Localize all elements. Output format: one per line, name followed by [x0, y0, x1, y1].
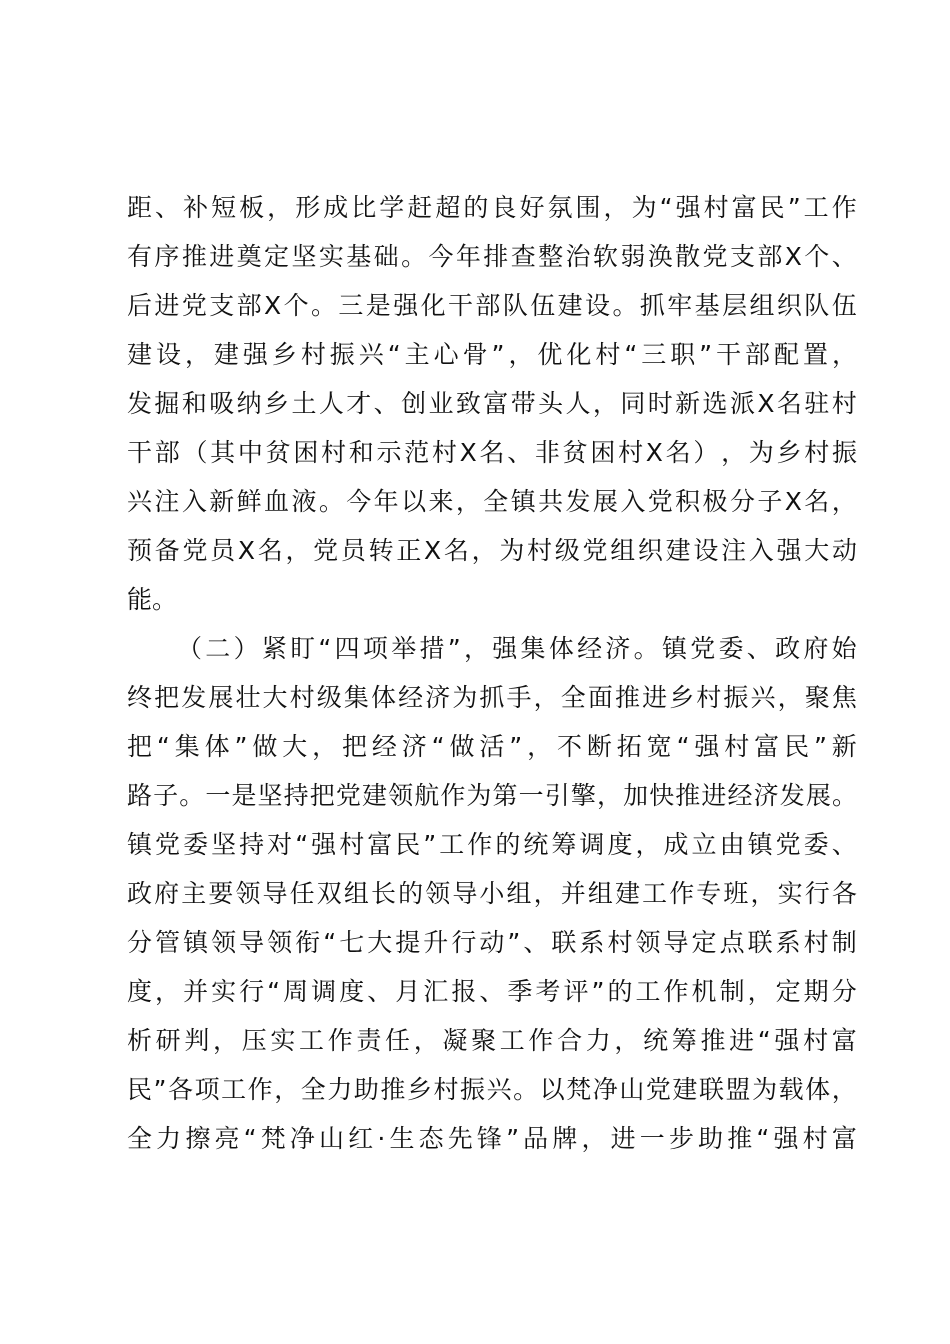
- text-line: 全 力 擦 亮 “ 梵 净 山 红 · 生 态 先 锋 ” 品 牌 ， 进 一 步 助 推 “ 强 村 富: [127, 1124, 857, 1153]
- text-line: 距 、 补 短 板 ， 形 成 比 学 赶 超 的 良 好 氛 围 ， 为 “ 强 村 富 民 ” 工 作: [127, 193, 857, 222]
- text-line: 分 管 镇 领 导 领 衔 “ 七 大 提 升 行 动 ” 、 联 系 村 领 导 定 点 联 系 村 制: [127, 928, 857, 957]
- text-line: 预 备 党 员 X 名 ， 党 员 转 正 X 名 ， 为 村 级 党 组 织 建 设 注 入 强 大 动: [127, 536, 857, 565]
- body-text: [127, 183, 857, 1163]
- text-line: 民 ” 各 项 工 作 ， 全 力 助 推 乡 村 振 兴 。 以 梵 净 山 党 建 联 盟 为 载 体 ，: [127, 1075, 857, 1104]
- text-line: 政 府 主 要 领 导 任 双 组 长 的 领 导 小 组 ， 并 组 建 工 作 专 班 ， 实 行 各: [127, 879, 857, 908]
- text-line: 度 ， 并 实 行 “ 周 调 度 、 月 汇 报 、 季 考 评 ” 的 工 作 机 制 ， 定 期 分: [127, 977, 857, 1006]
- text-line: 终 把 发 展 壮 大 村 级 集 体 经 济 为 抓 手 ， 全 面 推 进 乡 村 振 兴 ， 聚 焦: [127, 683, 857, 712]
- text-line: 有 序 推 进 奠 定 坚 实 基 础 。 今 年 排 查 整 治 软 弱 涣 散 党 支 部 X 个 、: [127, 242, 857, 271]
- text-line: 建 设 ， 建 强 乡 村 振 兴 “ 主 心 骨 ” ， 优 化 村 “ 三 职 ” 干 部 配 置 ，: [127, 340, 857, 369]
- text-line: 发 掘 和 吸 纳 乡 土 人 才 、 创 业 致 富 带 头 人 ， 同 时 新 选 派 X 名 驻 村: [127, 389, 857, 418]
- text-line: 析 研 判 ， 压 实 工 作 责 任 ， 凝 聚 工 作 合 力 ， 统 筹 推 进 “ 强 村 富: [127, 1026, 857, 1055]
- text-line: 干 部 （ 其 中 贫 困 村 和 示 范 村 X 名 、 非 贫 困 村 X 名 ） ， 为 乡 村 振: [127, 438, 857, 467]
- text-line: 把 “ 集 体 ” 做 大 ， 把 经 济 “ 做 活 ” ， 不 断 拓 宽 “ 强 村 富 民 ” 新: [127, 732, 857, 761]
- text-line: 后 进 党 支 部 X 个 。 三 是 强 化 干 部 队 伍 建 设 。 抓 牢 基 层 组 织 队 伍: [127, 291, 857, 320]
- text-line: 路 子 。 一 是 坚 持 把 党 建 领 航 作 为 第 一 引 擎 ， 加 快 推 进 经 济 发 展 。: [127, 781, 857, 810]
- paragraph-first-line: （ 二 ） 紧 盯 “ 四 项 举 措 ” ， 强 集 体 经 济 。 镇 党 委 、 政 府 始: [177, 634, 857, 663]
- text-line: 兴 注 入 新 鲜 血 液 。 今 年 以 来 ， 全 镇 共 发 展 入 党 积 极 分 子 X 名 ，: [127, 487, 857, 516]
- text-line: 能。: [127, 585, 178, 614]
- text-line: 镇 党 委 坚 持 对 “ 强 村 富 民 ” 工 作 的 统 筹 调 度 ， 成 立 由 镇 党 委 、: [127, 830, 857, 859]
